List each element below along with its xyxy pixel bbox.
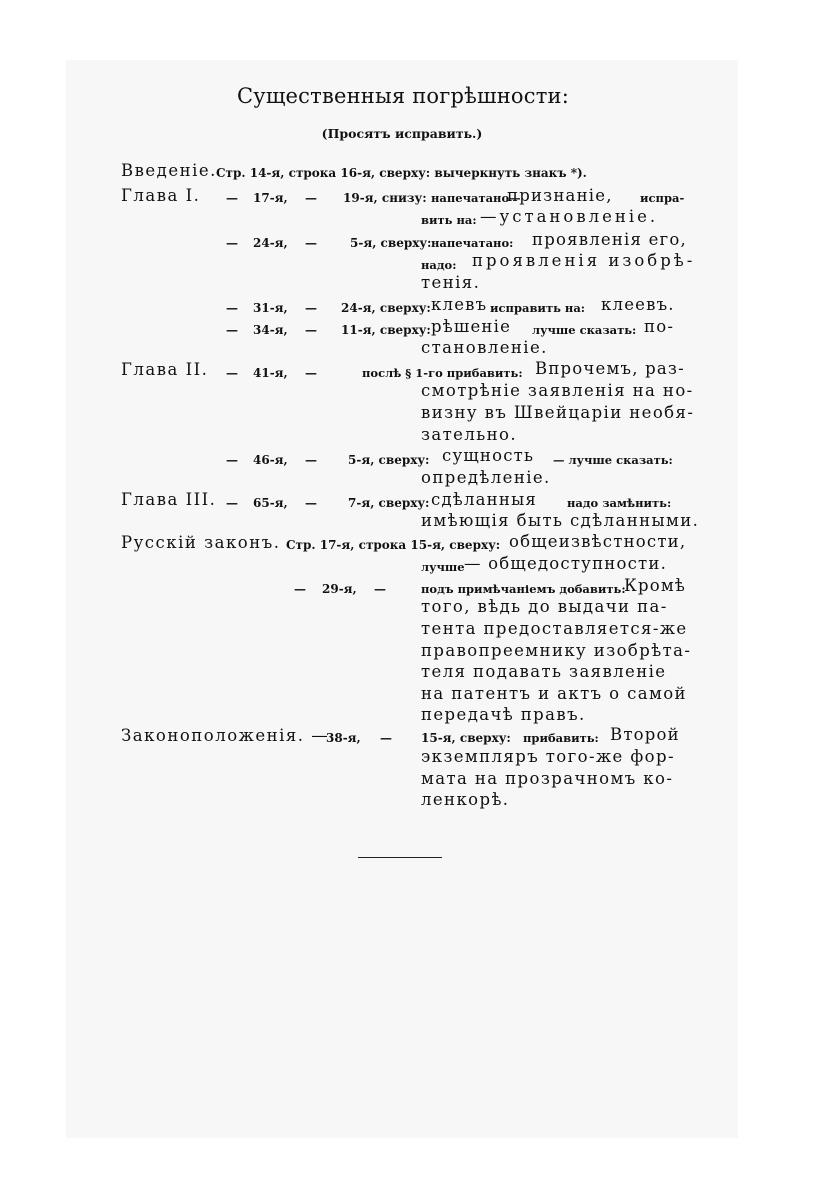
chapter-2-label: Глава II. xyxy=(121,360,209,379)
addition-text-line: Впрочемъ, раз- xyxy=(535,359,685,378)
addition-text-line: смотрѣніе заявленія на но- xyxy=(421,381,694,400)
addition-text-line: визну въ Швейцаріи необя- xyxy=(421,403,695,422)
correction-note: вить на: xyxy=(421,213,477,227)
addition-text-line: экземпляръ того-же фор- xyxy=(421,747,675,766)
addition-text-line: того, вѣдь до выдачи па- xyxy=(421,597,668,616)
erroneous-word: рѣшеніе xyxy=(431,317,512,336)
dash: — xyxy=(305,366,317,380)
corrected-word: имѣющія быть сдѣланными. xyxy=(421,511,700,530)
legislation-label: Законоположенія. — xyxy=(121,726,330,745)
dash: — xyxy=(380,731,392,745)
correction-note: — лучше сказать: xyxy=(553,453,673,467)
dash: — xyxy=(305,496,317,510)
addition-text-line: ленкорѣ. xyxy=(421,790,510,809)
page-number: 31-я, xyxy=(253,301,288,315)
erroneous-word: общеизвѣстности, xyxy=(509,532,687,551)
addition-text-line: передачѣ правъ. xyxy=(421,705,586,724)
correction-note: напечатано: xyxy=(431,236,514,250)
page-number: 17-я, xyxy=(253,191,288,205)
dash: — xyxy=(294,582,306,596)
dash: — xyxy=(305,191,317,205)
erroneous-word: клевъ xyxy=(431,295,488,314)
correction-note: исправить на: xyxy=(490,301,586,315)
russian-law-label: Русскій законъ. xyxy=(121,533,281,552)
addition-text-line: зательно. xyxy=(421,425,517,444)
dash: — xyxy=(305,323,317,337)
page-number: 29-я, xyxy=(322,582,357,596)
dash: — xyxy=(226,191,238,205)
dash: — xyxy=(226,496,238,510)
intro-reference: Стр. 14-я, строка 16-я, сверху: вычеркнуть знакъ *). xyxy=(216,166,587,180)
line-reference: 19-я, снизу: xyxy=(343,191,427,205)
page-number: 34-я, xyxy=(253,323,288,337)
corrected-word: опредѣленіе. xyxy=(421,468,551,487)
correction-note: напечатано— xyxy=(431,191,521,205)
addition-text-line: Второй xyxy=(610,725,680,744)
corrected-word: проявленія изобрѣ- xyxy=(472,251,696,270)
correction-note: испра- xyxy=(640,191,685,205)
corrected-word: —установленіе. xyxy=(480,207,659,226)
correction-note: подъ примѣчаніемъ добавить: xyxy=(421,582,626,596)
addition-text-line: на патентъ и актъ о самой xyxy=(421,684,687,703)
line-reference: 24-я, сверху: xyxy=(341,301,431,315)
erroneous-word: сдѣланныя xyxy=(431,490,538,509)
line-reference: 5-я, сверху: xyxy=(348,453,430,467)
correction-note: лучше сказать: xyxy=(532,323,637,337)
russian-law-reference: Стр. 17-я, строка 15-я, сверху: xyxy=(286,538,501,552)
erroneous-word: сущность xyxy=(442,446,535,465)
dash: — xyxy=(305,301,317,315)
intro-label: Введеніе. xyxy=(121,161,217,180)
line-reference: 11-я, сверху: xyxy=(341,323,431,337)
correction-note: надо замѣнить: xyxy=(567,496,672,510)
chapter-1-label: Глава I. xyxy=(121,186,201,205)
dash: — xyxy=(374,582,386,596)
page-number: 38-я, xyxy=(326,731,361,745)
dash: — xyxy=(305,236,317,250)
addition-text-line: правопреемнику изобрѣта- xyxy=(421,641,692,660)
page-title: Существенныя погрѣшности: xyxy=(237,84,569,108)
correction-note: лучше xyxy=(421,560,465,574)
corrected-word: клеевъ. xyxy=(601,295,675,314)
correction-note: послѣ § 1-го прибавить: xyxy=(362,366,523,380)
page-number: 41-я, xyxy=(253,366,288,380)
page-number: 65-я, xyxy=(253,496,288,510)
addition-text-line: теля подавать заявленіе xyxy=(421,662,667,681)
dash: — xyxy=(226,301,238,315)
correction-note: прибавить: xyxy=(523,731,599,745)
addition-text-line: Кромѣ xyxy=(624,576,687,595)
corrected-word: — общедоступности. xyxy=(464,554,668,573)
dash: — xyxy=(226,453,238,467)
addition-text-line: тента предоставляется-же xyxy=(421,619,688,638)
erroneous-word: признаніе, xyxy=(507,186,613,205)
line-reference: 5-я, сверху: xyxy=(350,236,432,250)
corrected-word: тенія. xyxy=(421,273,481,292)
line-reference: 15-я, сверху: xyxy=(421,731,511,745)
chapter-3-label: Глава III. xyxy=(121,490,217,509)
dash: — xyxy=(226,366,238,380)
dash: — xyxy=(226,323,238,337)
page-subtitle: (Просятъ исправить.) xyxy=(321,126,483,141)
addition-text-line: мата на прозрачномъ ко- xyxy=(421,769,674,788)
dash: — xyxy=(305,453,317,467)
correction-note: надо: xyxy=(421,258,457,272)
corrected-word: по- xyxy=(644,317,675,336)
erroneous-word: проявленія его, xyxy=(532,230,687,249)
dash: — xyxy=(226,236,238,250)
page-number: 24-я, xyxy=(253,236,288,250)
closing-rule xyxy=(358,857,442,858)
corrected-word: становленіе. xyxy=(421,338,548,357)
line-reference: 7-я, сверху: xyxy=(348,496,430,510)
page-number: 46-я, xyxy=(253,453,288,467)
